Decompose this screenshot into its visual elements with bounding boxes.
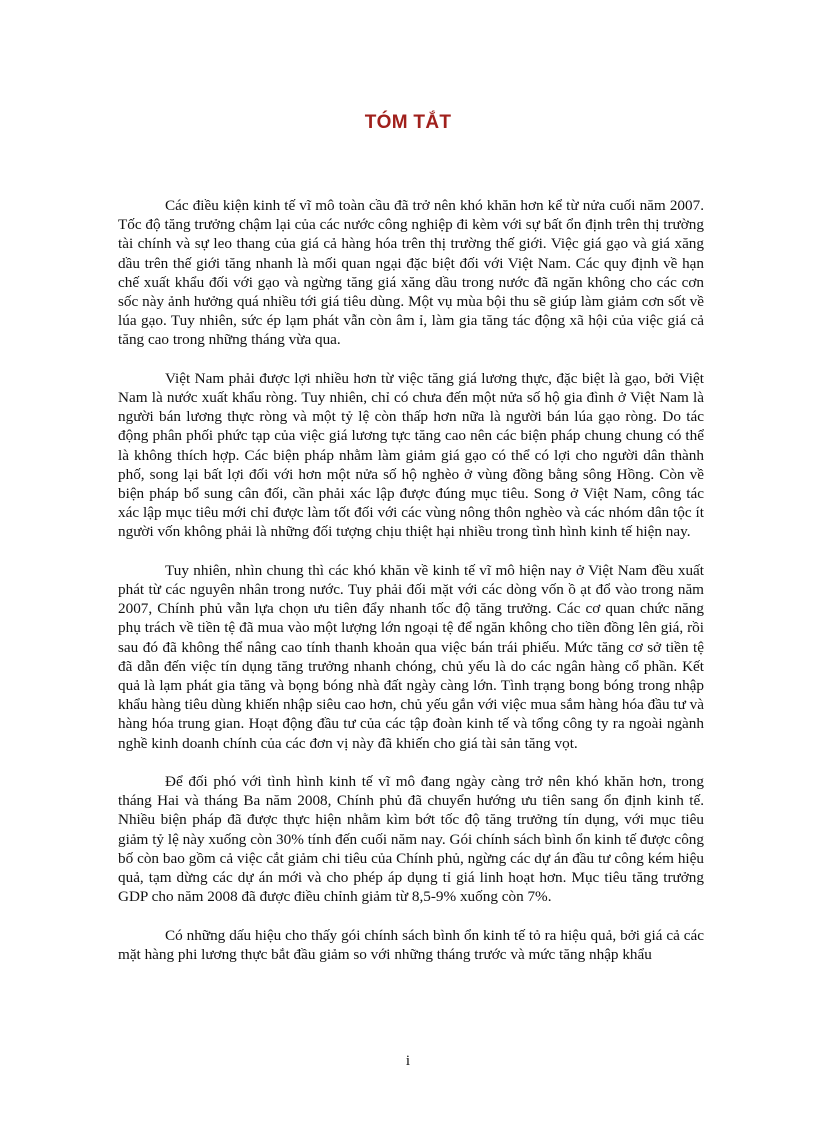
document-body <box>118 196 704 983</box>
paragraph-1: Các điều kiện kinh tế vĩ mô toàn cầu đã trở nên khó khăn hơn kể từ nửa cuối năm 2007. Tốc độ tăng trưởng chậm lại của các nước công nghiệp đi kèm với sự bất ổn định trên thị trường tài chính và sự leo thang của giá cả hàng hóa trên thị trường thế giới. Việc giá gạo và giá xăng dầu trên thế giới tăng nhanh là mối quan ngại đặc biệt đối với Việt Nam. Các quy định về hạn chế xuất khẩu đối với gạo và ngừng tăng giá xăng dầu trong nước đã ngăn không cho các cơn sốc này ảnh hưởng quá nhiều tới giá tiêu dùng. Một vụ mùa bội thu sẽ giúp làm giảm cơn sốt về lúa gạo. Tuy nhiên, sức ép lạm phát vẫn còn âm ỉ, làm gia tăng tác động xã hội của việc giá cả tăng cao trong những tháng vừa qua. <box>118 197 704 349</box>
paragraph-4: Để đối phó với tình hình kinh tế vĩ mô đang ngày càng trở nên khó khăn hơn, trong tháng Hai và tháng Ba năm 2008, Chính phủ đã chuyển hướng ưu tiên sang ổn định kinh tế. Nhiều biện pháp đã được thực hiện nhằm kìm bớt tốc độ tăng trưởng tín dụng, với mục tiêu giảm tỷ lệ này xuống còn 30% tính đến cuối năm nay. Gói chính sách bình ổn kinh tế được công bố còn bao gồm cả việc cắt giảm chi tiêu của Chính phủ, ngừng các dự án đầu tư công kém hiệu quả, tạm dừng các dự án mới và cho phép áp dụng tỉ giá linh hoạt hơn. Mục tiêu tăng trưởng GDP cho năm 2008 đã được điều chỉnh giảm từ 8,5-9% xuống còn 7%. <box>118 773 704 906</box>
page-title: TÓM TẮT <box>364 112 452 133</box>
page-number: i <box>405 1053 411 1069</box>
paragraph-5: Có những dấu hiệu cho thấy gói chính sách bình ổn kinh tế tỏ ra hiệu quả, bởi giá cả các mặt hàng phi lương thực bắt đầu giảm so với những tháng trước và mức tăng nhập khẩu <box>118 926 704 963</box>
paragraph-3: Tuy nhiên, nhìn chung thì các khó khăn về kinh tế vĩ mô hiện nay ở Việt Nam đều xuất phát từ các nguyên nhân trong nước. Tuy phải đối mặt với các dòng vốn ồ ạt đổ vào trong năm 2007, Chính phủ vẫn lựa chọn ưu tiên đẩy nhanh tốc độ tăng trưởng. Các cơ quan chức năng phụ trách về tiền tệ đã mua vào một lượng lớn ngoại tệ để ngăn không cho tiền đồng lên giá, rồi sau đó đã không thể nâng cao tính thanh khoản qua việc bán trái phiếu. Mức tăng cơ sở tiền tệ đã dẫn đến việc tín dụng tăng trưởng nhanh chóng, chủ yếu là do các ngân hàng cổ phần. Kết quả là lạm phát gia tăng và bọng bóng nhà đất ngày càng lớn. Tình trạng bong bóng trong nhập khẩu hàng tiêu dùng khiến nhập siêu cao hơn, chủ yếu gắn với việc mua sắm hàng hóa đầu tư và hàng hóa trung gian. Hoạt động đầu tư của các tập đoàn kinh tế và tổng công ty ra ngoài ngành nghề kinh doanh chính của các đơn vị này đã khiến cho giá tài sản tăng vọt. <box>118 561 704 752</box>
paragraph-2: Việt Nam phải được lợi nhiều hơn từ việc tăng giá lương thực, đặc biệt là gạo, bởi Việt Nam là nước xuất khẩu ròng. Tuy nhiên, chỉ có chưa đến một nửa số hộ gia đình ở Việt Nam là người bán lương thực ròng và một tỷ lệ còn thấp hơn nữa là người bán lúa gạo ròng. Do tác động phân phối phức tạp của việc giá lương tực tăng cao nên các biện pháp chung chung có thể là không thích hợp. Các biện pháp nhằm làm giảm giá gạo có thể có lợi cho người dân thành phố, song lại bất lợi đối với hơn một nửa số hộ nghèo ở vùng đồng bằng sông Hồng. Còn về biện pháp bổ sung cân đối, cần phải xác lập được đúng mục tiêu. Song ở Việt Nam, công tác xác lập mục tiêu mới chỉ được làm tốt đối với các vùng nông thôn nghèo và các nhóm dân tộc ít người vốn không phải là những đối tượng chịu thiệt hại nhiều trong tình hình kinh tế hiện nay. <box>118 369 704 541</box>
